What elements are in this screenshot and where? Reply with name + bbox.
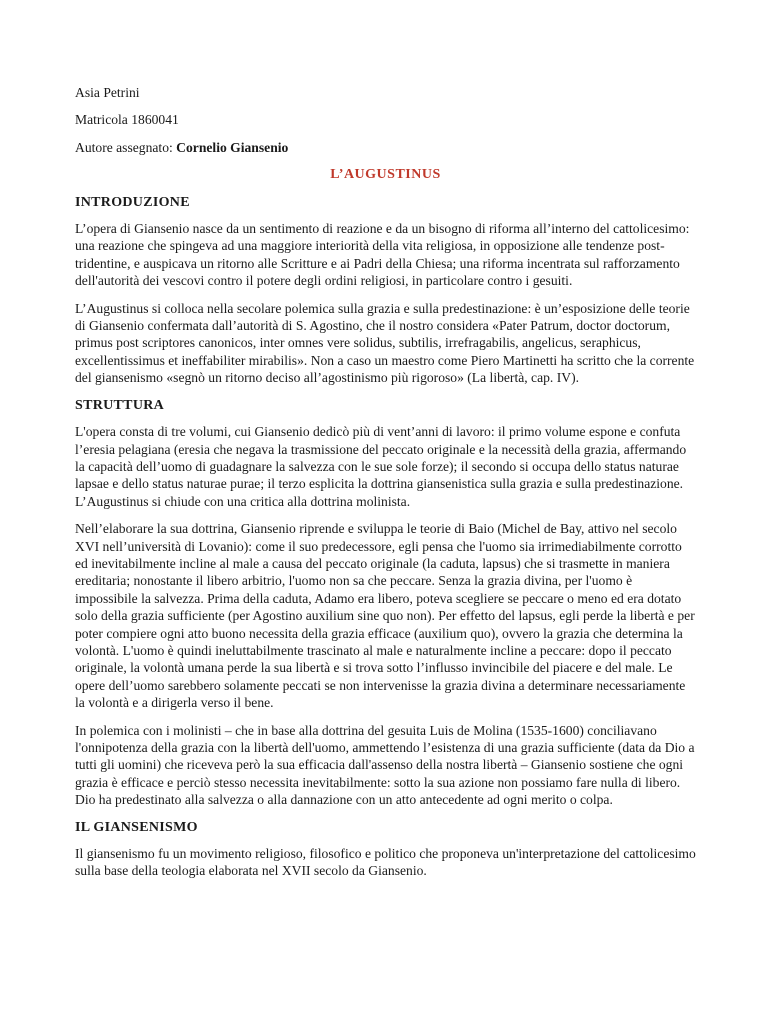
paragraph: In polemica con i molinisti – che in base alla dottrina del gesuita Luis de Molina (1535-1600) conciliavano l'onnipotenza della grazia con la libertà dell'uomo, ammettendo l’esistenza di una grazia sufficiente (data da Dio a tutti gli uomini) che riceveva però la sua efficacia dall'assenso della nostra libertà – Giansenio sostiene che ogni grazia è efficace e perciò stesso necessita inevitabilmente: sotto la sua azione non possiamo fare nulla di libero. Dio ha predestinato alla salvezza o alla dannazione con un atto antecedente ad ogni merito o colpa.: [75, 722, 695, 808]
paragraph: L'opera consta di tre volumi, cui Giansenio dedicò più di vent’anni di lavoro: il primo volume espone e confuta l’eresia pelagiana (eresia che negava la trasmissione del peccato originale e la necessità della grazia, affermando la capacità dell’uomo di guadagnare la salvezza con le sue sole forze); il secondo si occupa dello status naturae lapsae e dello status naturae purae; il terzo esplicita la dottrina giansenistica sulla grazia e sulla predestinazione. L’Augustinus si chiude con una critica alla dottrina molinista.: [75, 424, 687, 509]
assigned-author-line: [75, 139, 696, 156]
author-name: Asia Petrini: [75, 85, 140, 100]
section-heading-introduzione: INTRODUZIONE: [75, 194, 190, 210]
section-heading-struttura: STRUTTURA: [75, 397, 165, 413]
paragraph: Il giansenismo fu un movimento religioso, filosofico e politico che proponeva un'interpretazione del cattolicesimo sulla base della teologia elaborata nel XVII secolo da Giansenio.: [75, 846, 696, 879]
paragraph: Nell’elaborare la sua dottrina, Giansenio riprende e sviluppa le teorie di Baio (Michel de Bay, attivo nel secolo XVI nell’università di Lovanio): come il suo predecessore, egli pensa che l'uomo sia irrimediabilmente corrotto ed inevitabilmente incline al male a causa del peccato originale (la caduta, lapsus) che si trasmette in maniera ereditaria; nonostante il libero arbitrio, l'uomo non sa che peccare. Senza la grazia divina, per l'uomo è impossibile la salvezza. Prima della caduta, Adamo era libero, poteva scegliere se peccare o meno ed era dotato solo della grazia sufficiente (per Agostino auxilium sine quo non). Per effetto del lapsus, egli perde la libertà e per poter compiere ogni atto buono necessita della grazia efficace (auxilium quo), ovvero la grazia che determina la volontà. L'uomo è quindi ineluttabilmente trascinato al male e naturalmente incline a peccare: dopo il peccato originale, la volontà umana perde la sua libertà e si trova sotto l’influsso invincibile del piacere e del male. Le opere dell’uomo sarebbero solamente peccati se non intervenisse la grazia divina a determinare necessariamente la volontà e a dirigerla verso il bene.: [75, 521, 695, 711]
document-title: L’AUGUSTINUS: [330, 167, 441, 183]
assigned-author-label: Autore assegnato:: [75, 139, 177, 155]
assigned-author-name: Cornelio Giansenio: [176, 139, 289, 155]
paragraph: L’Augustinus si colloca nella secolare polemica sulla grazia e sulla predestinazione: è un’esposizione delle teorie di Giansenio confermata dall’autorità di S. Agostino, che il nostro considera «Pater Patrum, doctor doctorum, primus post scriptores canonicos, inter omnes vere solidus, subtilis, irrefragabilis, angelicus, seraphicus, excellentissimus et ineffabiliter mirabilis». Non a caso un maestro come Piero Martinetti ha scritto che la corrente del giansenismo «segnò un ritorno deciso all’agostinismo più rigoroso» (La libertà, cap. IV).: [75, 300, 695, 386]
paragraph: L’opera di Giansenio nasce da un sentimento di reazione e da un bisogno di riforma all’interno del cattolicesimo: una reazione che spingeva ad una maggiore interiorità della vita religiosa, in opposizione alle tendenze post-tridentine, e auspicava un ritorno alle Scritture e ai Padri della Chiesa; una riforma incentrata sul rafforzamento dell'autorità dei vescovi contro il potere degli ordini religiosi, in particolare contro i gesuiti.: [75, 221, 690, 289]
section-heading-giansenismo: IL GIANSENISMO: [75, 819, 198, 835]
matricola: Matricola 1860041: [75, 112, 179, 128]
